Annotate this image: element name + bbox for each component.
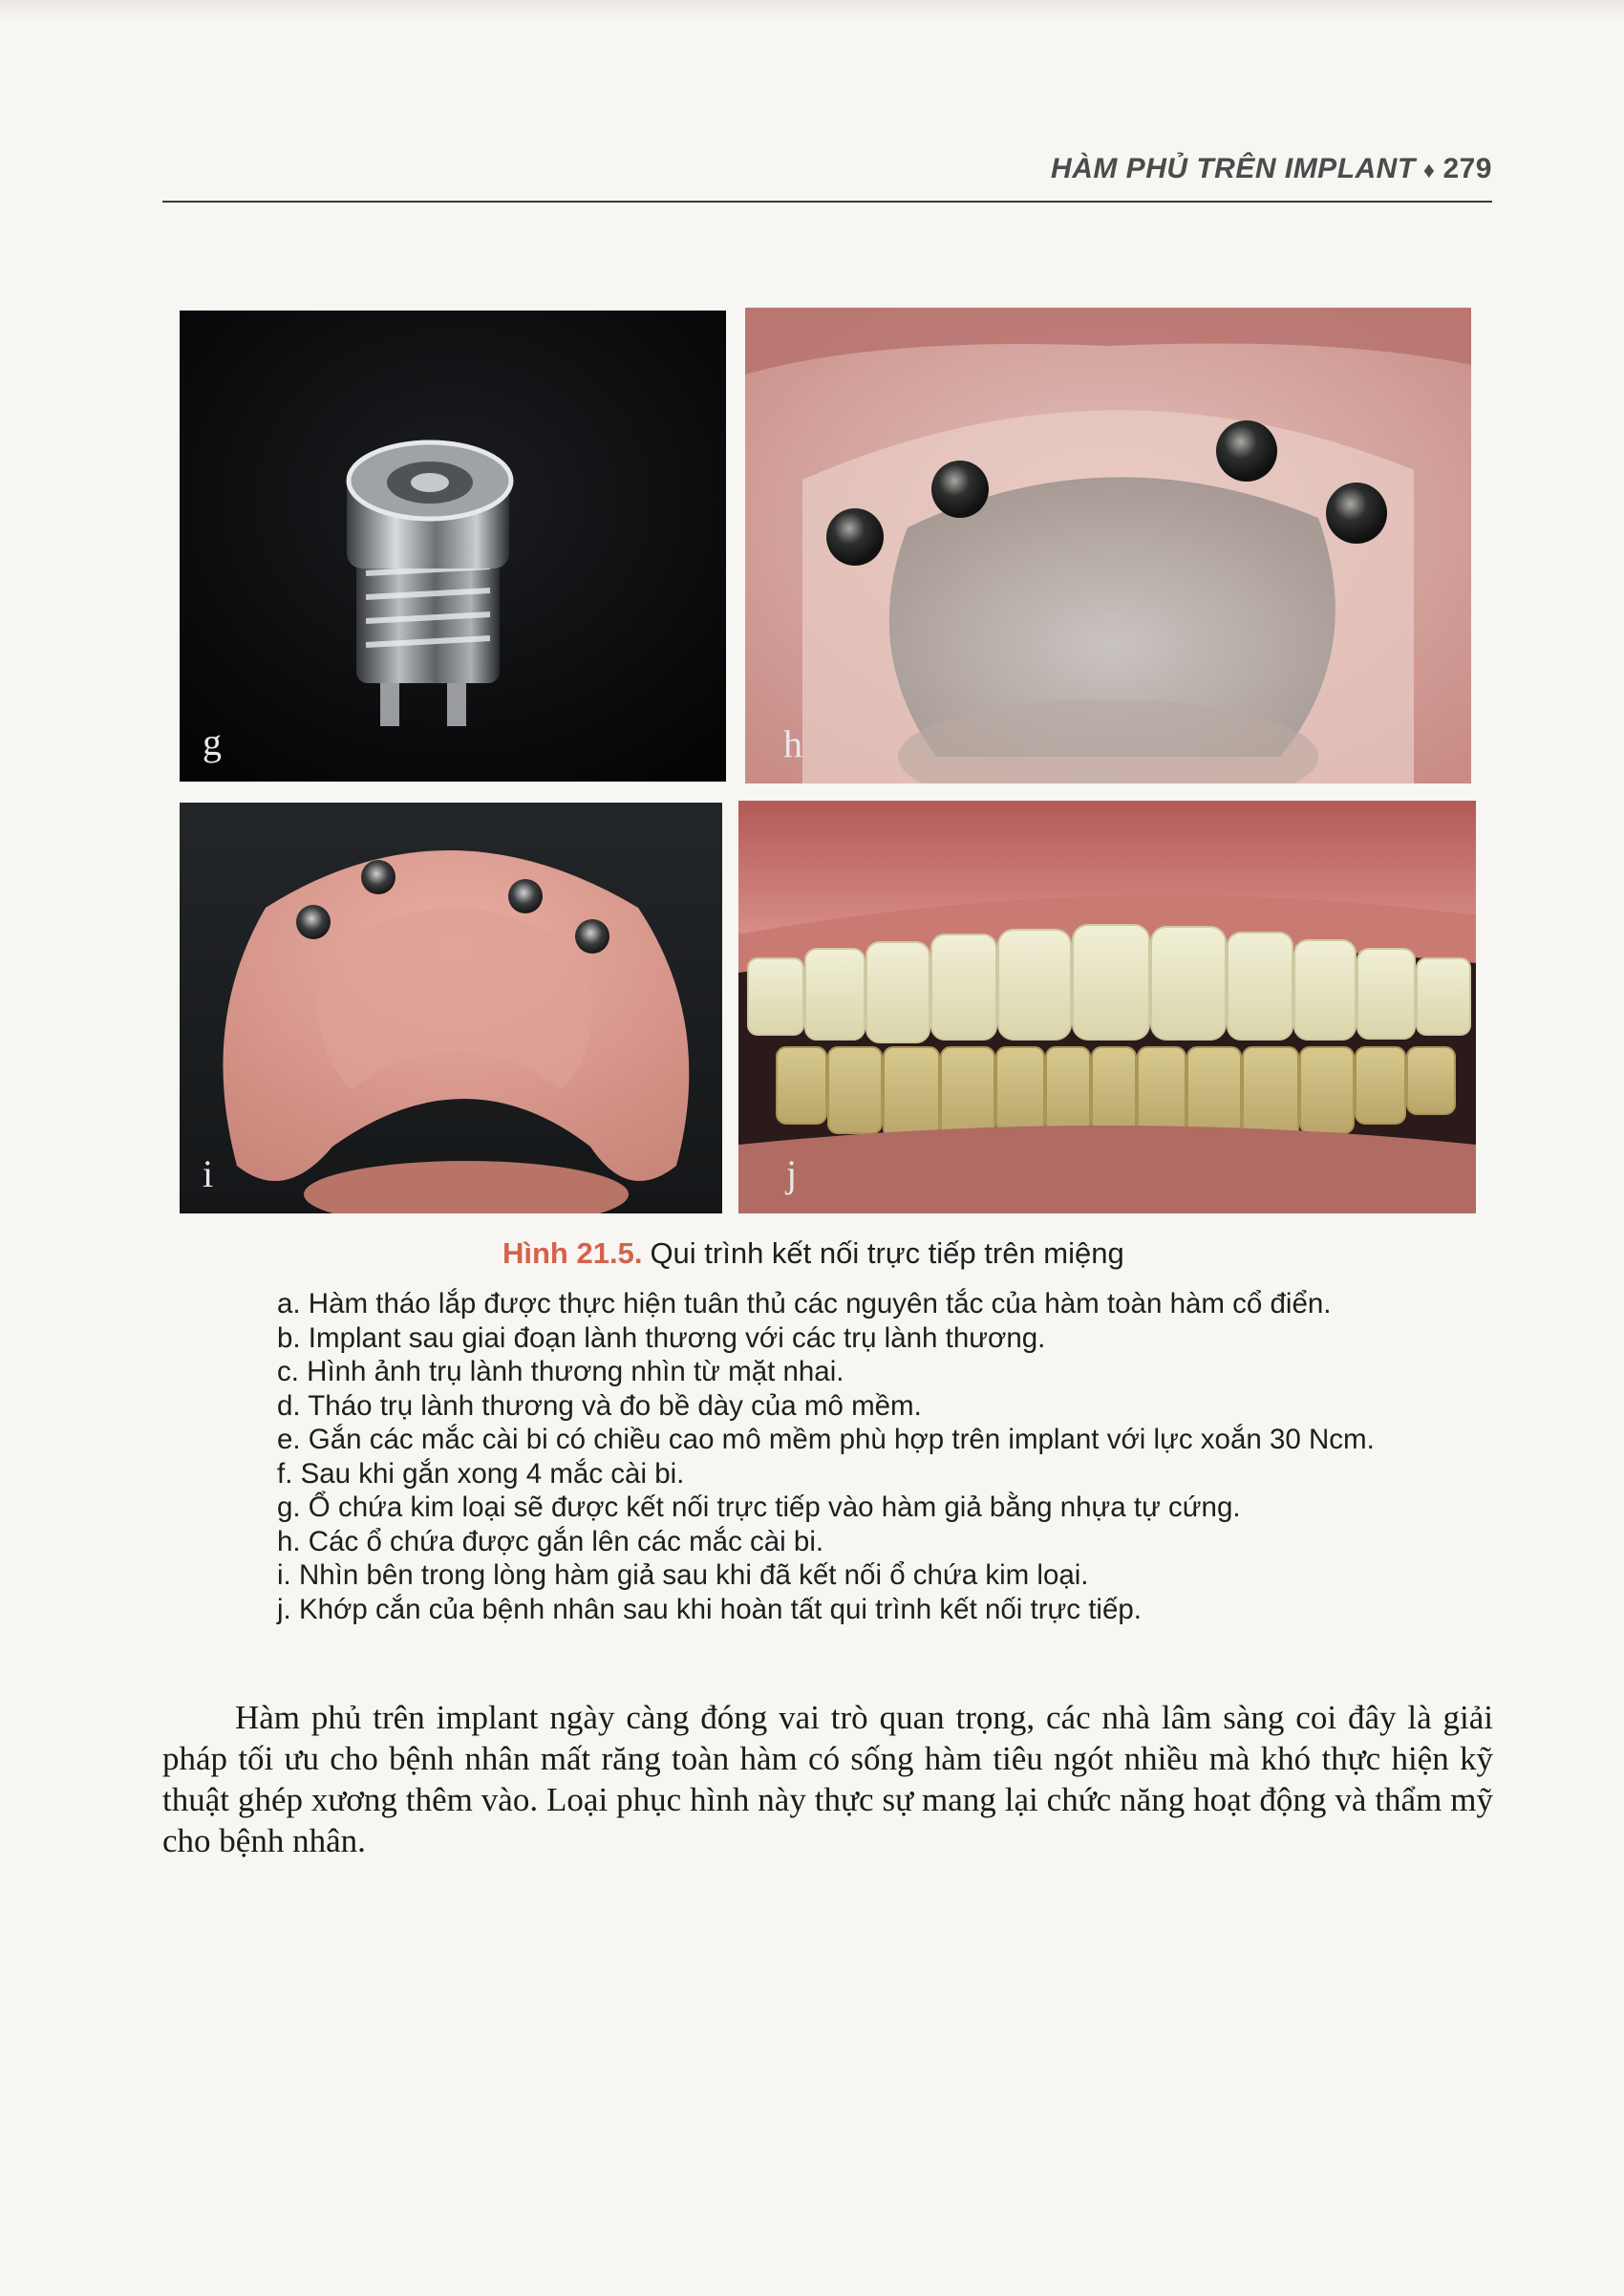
scan-edge <box>0 0 1624 21</box>
figure-label-h: h <box>783 722 802 765</box>
figure-label-j: j <box>786 1152 798 1195</box>
diamond-separator-icon: ♦ <box>1422 158 1436 183</box>
caption-items-list <box>277 1287 1490 1626</box>
running-title: HÀM PHỦ TRÊN IMPLANT <box>1051 153 1416 184</box>
page-number: 279 <box>1442 153 1492 184</box>
denture-interior-photo <box>180 803 722 1213</box>
running-header <box>1051 153 1492 185</box>
ball-abutments-photo <box>745 308 1471 783</box>
caption-item-a: a. Hàm tháo lắp được thực hiện tuân thủ các nguyên tắc của hàm toàn hàm cổ điển. <box>277 1288 1332 1320</box>
caption-item-b: b. Implant sau giai đoạn lành thương với các trụ lành thương. <box>277 1321 1046 1354</box>
caption-item-f: f. Sau khi gắn xong 4 mắc cài bi. <box>277 1457 685 1490</box>
caption-item-g: g. Ổ chứa kim loại sẽ được kết nối trực tiếp vào hàm giả bằng nhựa tự cứng. <box>277 1491 1241 1523</box>
figure-g-metal-housing-photo <box>180 311 726 782</box>
metal-housing-photo <box>180 311 726 782</box>
figure-j-occlusion-photo <box>738 801 1476 1213</box>
figure-caption-title <box>502 1236 1124 1271</box>
caption-item-d: d. Tháo trụ lành thương và đo bề dày của mô mềm. <box>277 1389 922 1422</box>
figure-number: Hình 21.5. <box>502 1236 643 1270</box>
caption-item-c: c. Hình ảnh trụ lành thương nhìn từ mặt nhai. <box>277 1356 844 1387</box>
caption-item-h: h. Các ổ chứa được gắn lên các mắc cài bi. <box>277 1525 824 1557</box>
figure-h-ball-abutments-photo <box>745 308 1471 783</box>
body-paragraph: Hàm phủ trên implant ngày càng đóng vai trò quan trọng, các nhà lâm sàng coi đây là giải pháp tối ưu cho bệnh nhân mất răng toàn hàm có sống hàm tiêu ngót nhiều mà khó thực hiện kỹ thuật ghép xương thêm vào. Loại phục hình này thực sự mang lại chức năng hoạt động và thẩm mỹ cho bệnh nhân. <box>162 1699 1493 1859</box>
page-header <box>162 143 1492 203</box>
figure-i-denture-interior-photo <box>180 803 722 1213</box>
figure-label-i: i <box>203 1152 214 1195</box>
caption-item-e: e. Gắn các mắc cài bi có chiều cao mô mềm phù hợp trên implant với lực xoắn 30 Ncm. <box>277 1424 1375 1455</box>
caption-item-i: i. Nhìn bên trong lòng hàm giả sau khi đã kết nối ổ chứa kim loại. <box>277 1559 1089 1591</box>
occlusion-photo <box>738 801 1476 1213</box>
figure-title: Qui trình kết nối trực tiếp trên miệng <box>650 1236 1124 1270</box>
figure-label-g: g <box>203 720 222 763</box>
caption-item-j: j. Khớp cắn của bệnh nhân sau khi hoàn tất qui trình kết nối trực tiếp. <box>277 1593 1142 1625</box>
